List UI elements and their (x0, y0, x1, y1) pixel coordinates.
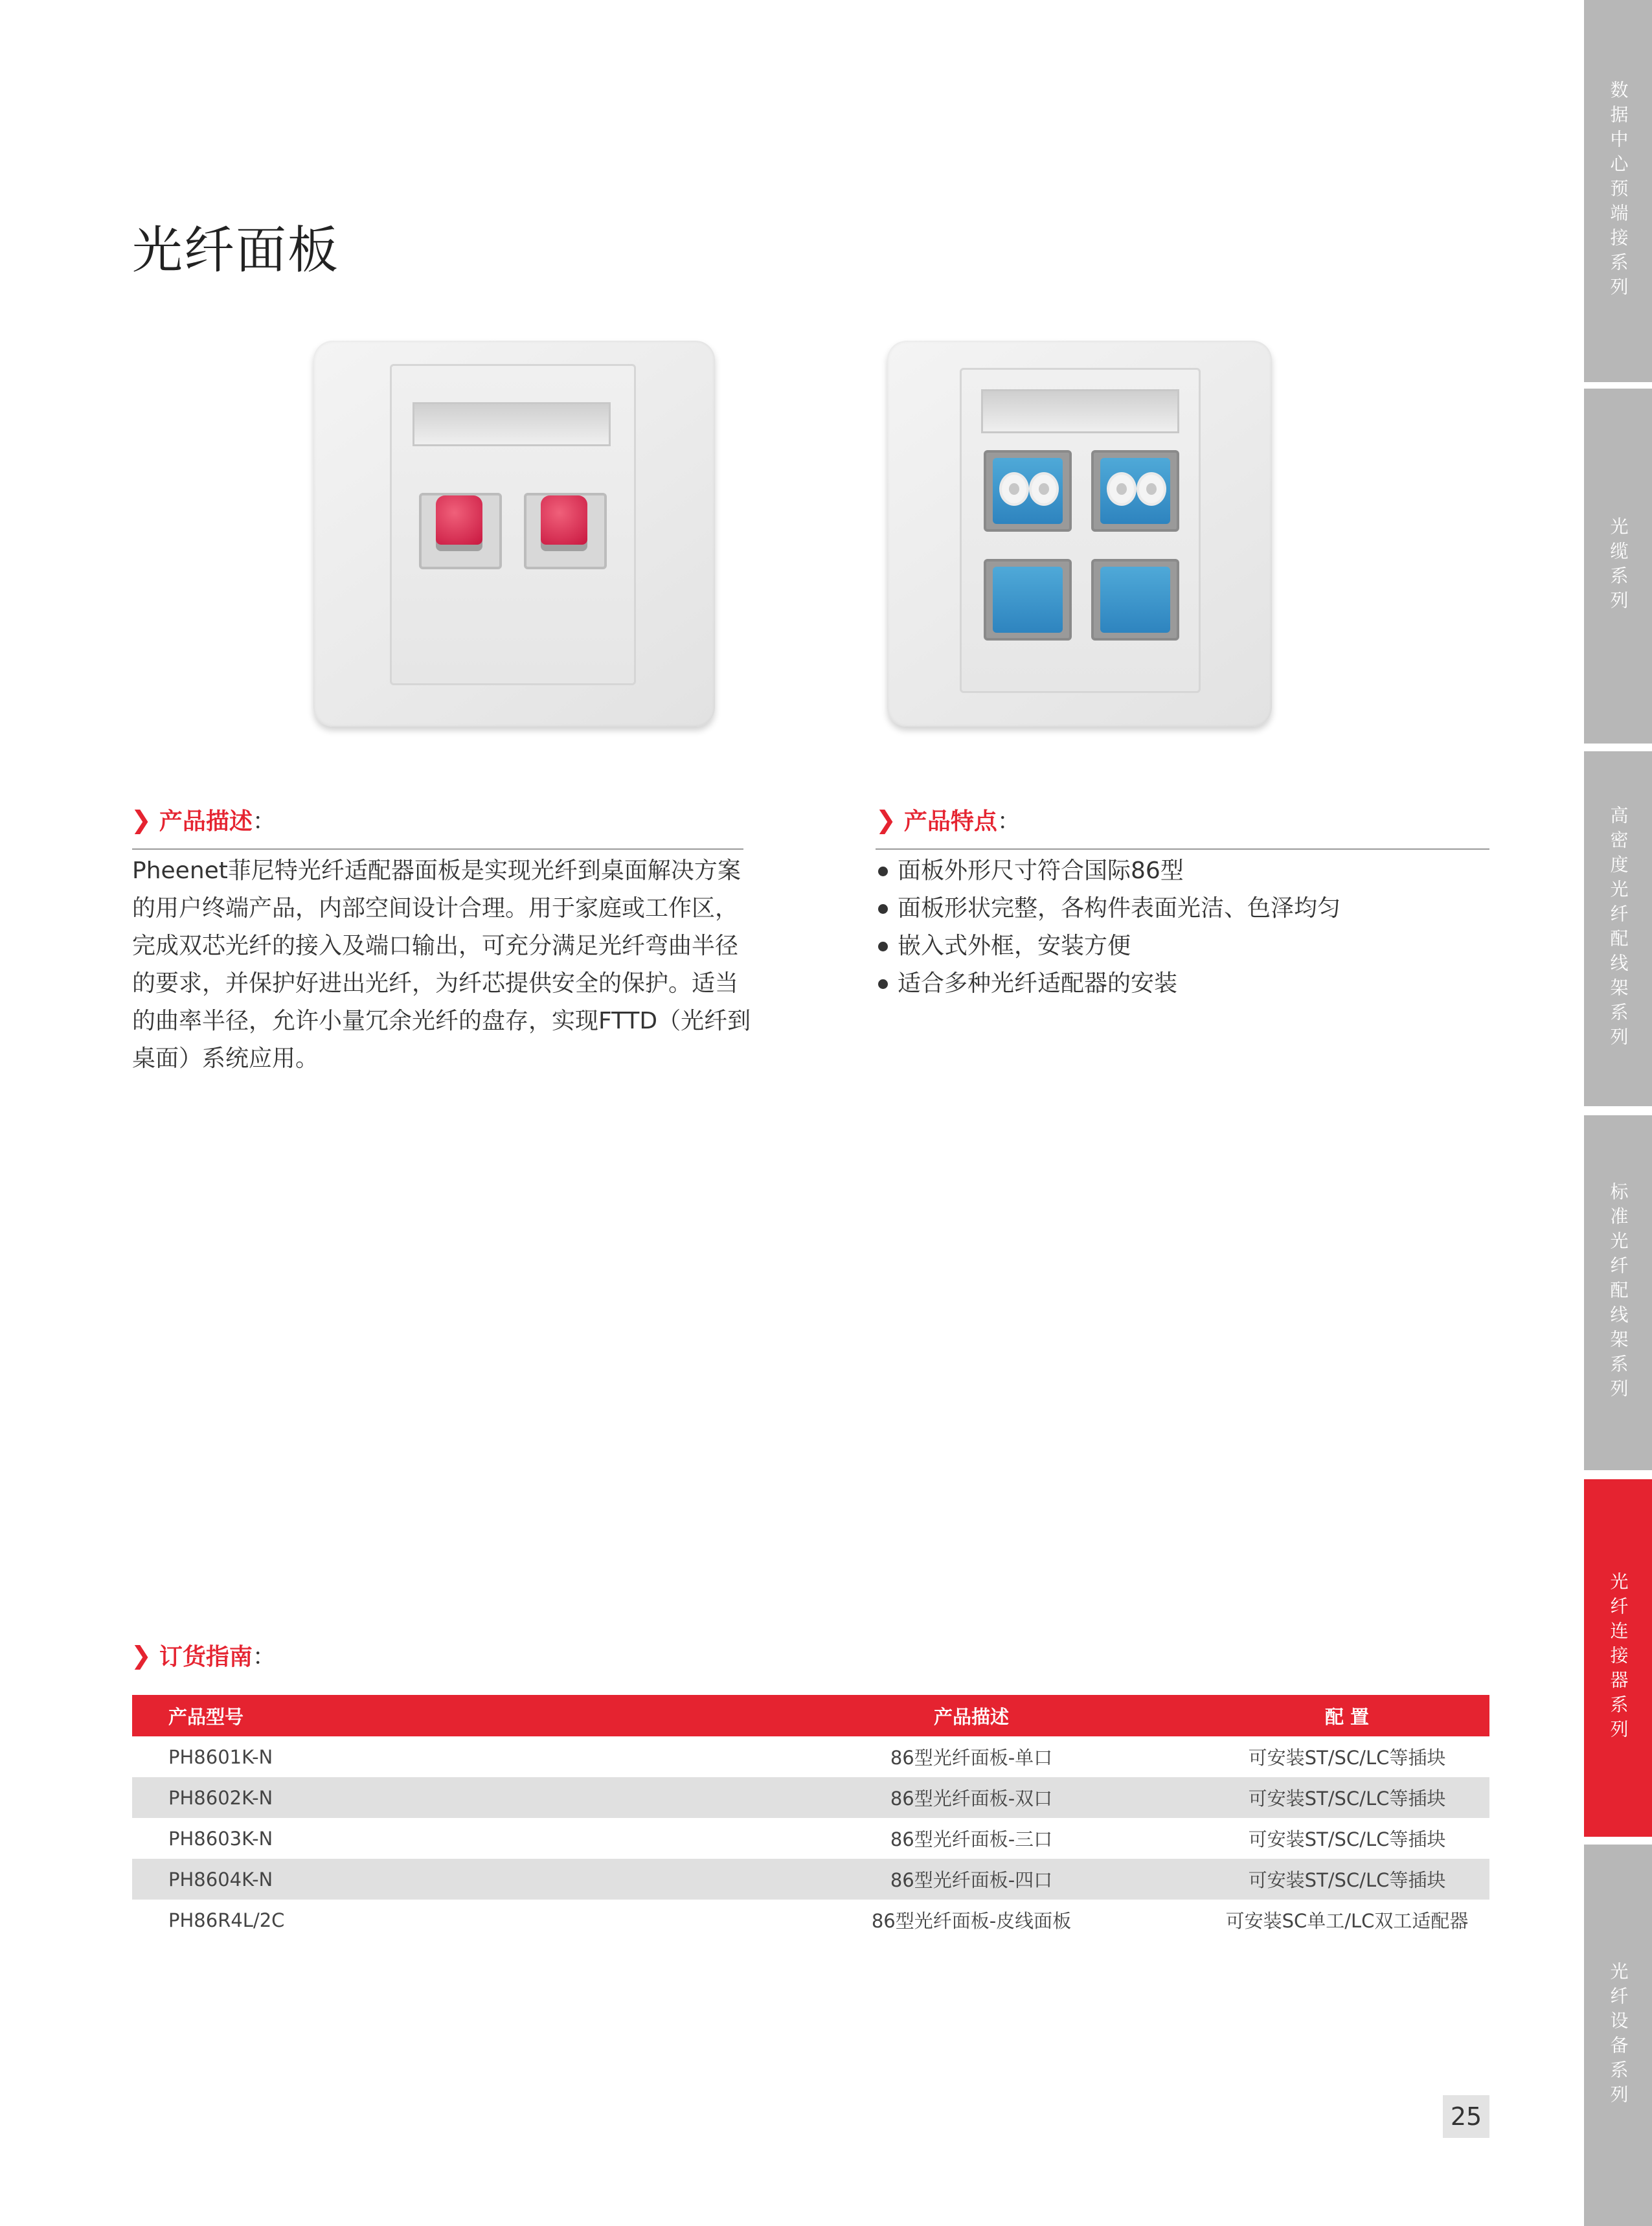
lc-adapter (1100, 567, 1170, 633)
chevron-right-icon: ❯ (131, 805, 152, 834)
red-dust-cap (541, 495, 587, 545)
column-header-config: 配 置 (1205, 1695, 1489, 1736)
cell-model: PH8603K-N (168, 1827, 273, 1850)
sidebar-tab-connector[interactable] (1584, 1479, 1652, 1837)
description-heading: ❯ 产品描述 ： (131, 805, 276, 835)
chevron-right-icon: ❯ (876, 805, 896, 834)
cell-config: 可安装SC单工/LC双工适配器 (1225, 1910, 1469, 1932)
table-row (132, 1777, 1489, 1818)
features-heading: ❯ 产品特点 ： (876, 805, 1021, 835)
chevron-right-icon: ❯ (131, 1641, 152, 1670)
feature-item: 面板形状完整，各构件表面光洁、色泽均匀 (876, 890, 1341, 927)
red-dust-cap (436, 495, 482, 545)
plate-frame (960, 368, 1201, 693)
cell-description: 86型光纤面板-单口 (890, 1747, 1053, 1769)
lc-duplex-port (984, 559, 1072, 641)
description-divider (132, 848, 743, 850)
cell-config: 可安装ST/SC/LC等插块 (1205, 1777, 1489, 1818)
fc-port-left (419, 493, 502, 569)
sidebar-tab-data-center[interactable] (1584, 0, 1652, 382)
page-title: 光纤面板 (132, 221, 340, 280)
cell-config: 可安装ST/SC/LC等插块 (1205, 1859, 1489, 1900)
cell-description: 86型光纤面板-皮线面板 (871, 1910, 1072, 1932)
table-row (132, 1818, 1489, 1859)
feature-item: 适合多种光纤适配器的安装 (876, 965, 1341, 1003)
table-header-row (132, 1695, 1489, 1736)
lc-adapter (1100, 458, 1170, 524)
cell-description: 86型光纤面板-三口 (890, 1828, 1053, 1850)
sidebar-tab-label: 光缆系列 (1607, 517, 1629, 615)
cell-config: 可安装ST/SC/LC等插块 (1248, 1828, 1446, 1850)
table-row (132, 1859, 1489, 1900)
product-image-quad-lc-plate (887, 341, 1272, 727)
page-number: 25 (1443, 2095, 1489, 2138)
description-text: Pheenet菲尼特光纤适配器面板是实现光纤到桌面解决方案的用户终端产品，内部空间设计合理。用于家庭或工作区，完成双芯光纤的接入及端口输出，可充分满足光纤弯曲半径的要求，并保护好进出光纤，为纤芯提供安全的保护。适当的曲率半径，允许小量冗余光纤的盘存，实现FTTD（光纤到桌面）系统应用。 (132, 857, 751, 1072)
sidebar-tab-cable[interactable] (1584, 389, 1652, 744)
sidebar-tab-standard-odf[interactable] (1584, 1115, 1652, 1470)
label-slot (413, 402, 611, 446)
product-image-dual-port-plate (313, 341, 715, 727)
cell-model: PH8601K-N (168, 1745, 273, 1768)
table-row (132, 1900, 1489, 1940)
lc-duplex-port (1091, 559, 1179, 641)
sidebar-tab-label: 标准光纤配线架系列 (1607, 1182, 1629, 1403)
sidebar-tab-label: 数据中心预端接系列 (1607, 80, 1629, 302)
section-sidebar (1584, 0, 1652, 2226)
sidebar-tab-label: 光纤连接器系列 (1607, 1572, 1629, 1744)
ordering-table (132, 1695, 1489, 1940)
lc-ferrule (1137, 472, 1166, 506)
cell-description: 86型光纤面板-四口 (738, 1859, 1205, 1900)
fc-port-right (524, 493, 607, 569)
features-divider (876, 848, 1489, 850)
column-header-description: 产品描述 (738, 1695, 1205, 1736)
label-slot (981, 389, 1179, 433)
sidebar-tab-equipment[interactable] (1584, 1845, 1652, 2226)
lc-duplex-port (984, 450, 1072, 532)
cell-model: PH8602K-N (132, 1777, 738, 1818)
sidebar-tab-label: 高密度光纤配线架系列 (1607, 806, 1629, 1052)
feature-item: 嵌入式外框，安装方便 (876, 927, 1341, 965)
ordering-heading: ❯ 订货指南 ： (131, 1641, 276, 1670)
column-header-model: 产品型号 (132, 1695, 738, 1736)
feature-item: 面板外形尺寸符合国际86型 (876, 852, 1341, 890)
cell-model: PH8604K-N (132, 1859, 738, 1900)
lc-adapter (993, 567, 1063, 633)
lc-duplex-port (1091, 450, 1179, 532)
cell-model: PH86R4L/2C (168, 1909, 285, 1931)
sidebar-tab-label: 光纤设备系列 (1607, 1961, 1629, 2109)
features-list (876, 852, 1341, 1003)
table-row (132, 1736, 1489, 1777)
lc-ferrule (1107, 472, 1137, 506)
lc-ferrule (999, 472, 1029, 506)
sidebar-tab-high-density[interactable] (1584, 751, 1652, 1106)
cell-config: 可安装ST/SC/LC等插块 (1248, 1747, 1446, 1769)
lc-ferrule (1029, 472, 1059, 506)
cell-description: 86型光纤面板-双口 (738, 1777, 1205, 1818)
lc-adapter (993, 458, 1063, 524)
plate-frame (390, 364, 636, 685)
